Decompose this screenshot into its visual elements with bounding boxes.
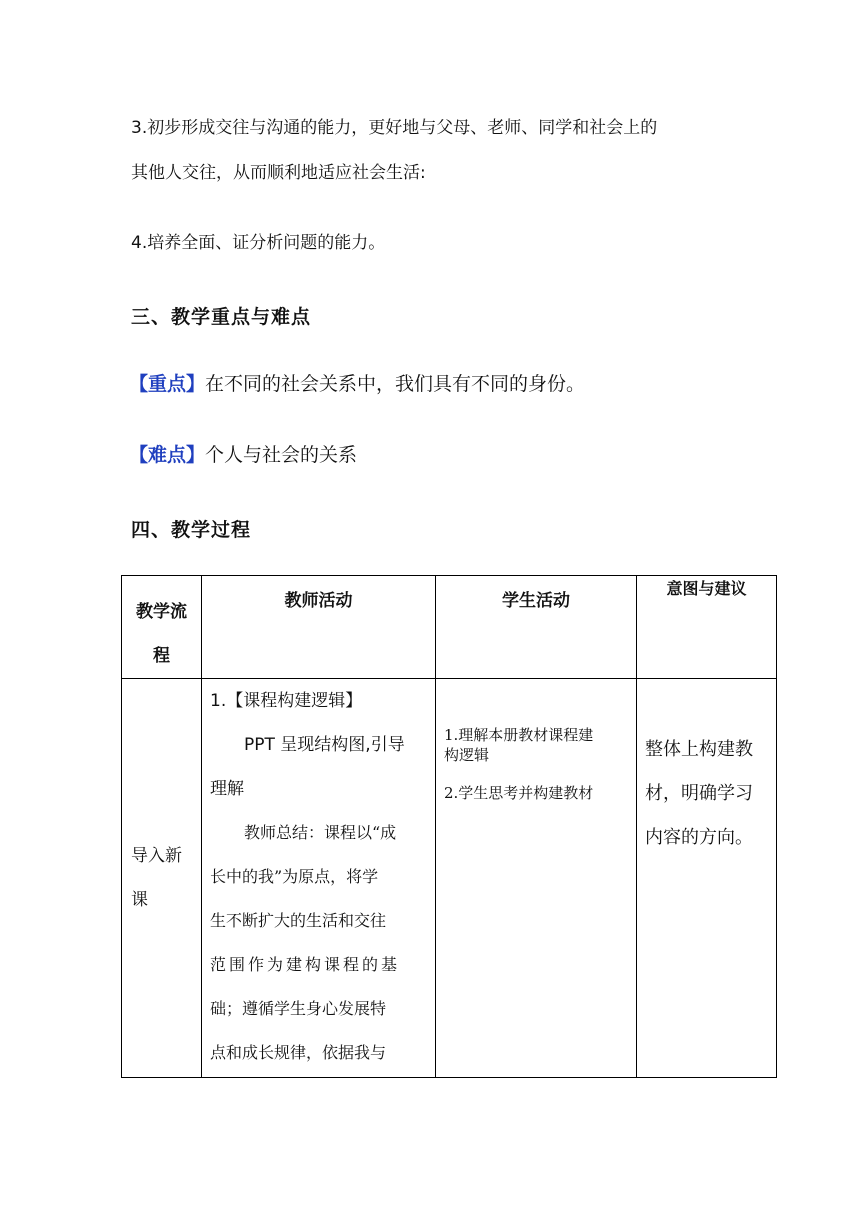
header-intent-label: 意图与建议 xyxy=(666,579,747,598)
header-teacher xyxy=(202,576,436,679)
flow-line-2: 课 xyxy=(131,890,148,910)
intent-line-1: 整体上构建教 xyxy=(645,739,753,760)
difficult-point-text: 个人与社会的关系 xyxy=(205,444,358,466)
teacher-line-7: 范围作为建构课程的基 xyxy=(210,955,401,974)
student-activity-cell xyxy=(436,679,637,1078)
teaching-process-table xyxy=(121,575,777,1078)
teacher-line-1: 1.【课程构建逻辑】 xyxy=(210,691,363,711)
teacher-line-6: 生不断扩大的生活和交往 xyxy=(210,911,387,930)
student-line-1: 1.理解本册教材课程建 xyxy=(444,726,594,744)
objective-3-line-2: 其他人交往，从而顺利地适应社会生活: xyxy=(131,163,426,183)
table-row xyxy=(122,679,777,1078)
header-flow-line-1: 教学流 xyxy=(136,602,187,622)
header-student-label: 学生活动 xyxy=(502,591,570,611)
key-point-text: 在不同的社会关系中，我们具有不同的身份。 xyxy=(205,373,586,395)
header-flow xyxy=(122,576,202,679)
objective-3-line-1: 3.初步形成交往与沟通的能力，更好地与父母、老师、同学和社会上的 xyxy=(131,118,658,138)
teacher-line-9: 点和成长规律，依据我与 xyxy=(210,1043,387,1062)
student-line-3: 2.学生思考并构建教材 xyxy=(444,784,594,802)
flow-line-1: 导入新 xyxy=(131,846,182,866)
teacher-activity-cell xyxy=(202,679,436,1078)
key-point xyxy=(129,373,585,395)
header-teacher-label: 教师活动 xyxy=(284,591,353,611)
key-point-label: 【重点】 xyxy=(129,373,206,395)
section-4-heading: 四、教学过程 xyxy=(131,519,252,541)
student-line-2: 构逻辑 xyxy=(444,746,490,764)
teacher-line-3: 理解 xyxy=(210,779,244,799)
teacher-line-8: 础；遵循学生身心发展特 xyxy=(210,999,387,1018)
teacher-line-4: 教师总结：课程以“成 xyxy=(244,823,397,842)
flow-cell xyxy=(122,679,202,1078)
teacher-line-2: PPT 呈现结构图,引导 xyxy=(244,735,405,755)
intent-cell xyxy=(637,679,777,1078)
intent-line-3: 内容的方向。 xyxy=(645,827,753,848)
difficult-point-label: 【难点】 xyxy=(129,444,206,466)
section-3-heading: 三、教学重点与难点 xyxy=(131,306,312,328)
intent-line-2: 材，明确学习 xyxy=(645,783,753,804)
objective-4: 4.培养全面、证分析问题的能力。 xyxy=(131,233,386,253)
header-flow-line-2: 程 xyxy=(153,646,170,666)
header-intent xyxy=(637,576,777,679)
table-header-row xyxy=(122,576,777,679)
teacher-line-5: 长中的我”为原点，将学 xyxy=(210,867,379,886)
difficult-point xyxy=(129,444,357,466)
header-student xyxy=(436,576,637,679)
